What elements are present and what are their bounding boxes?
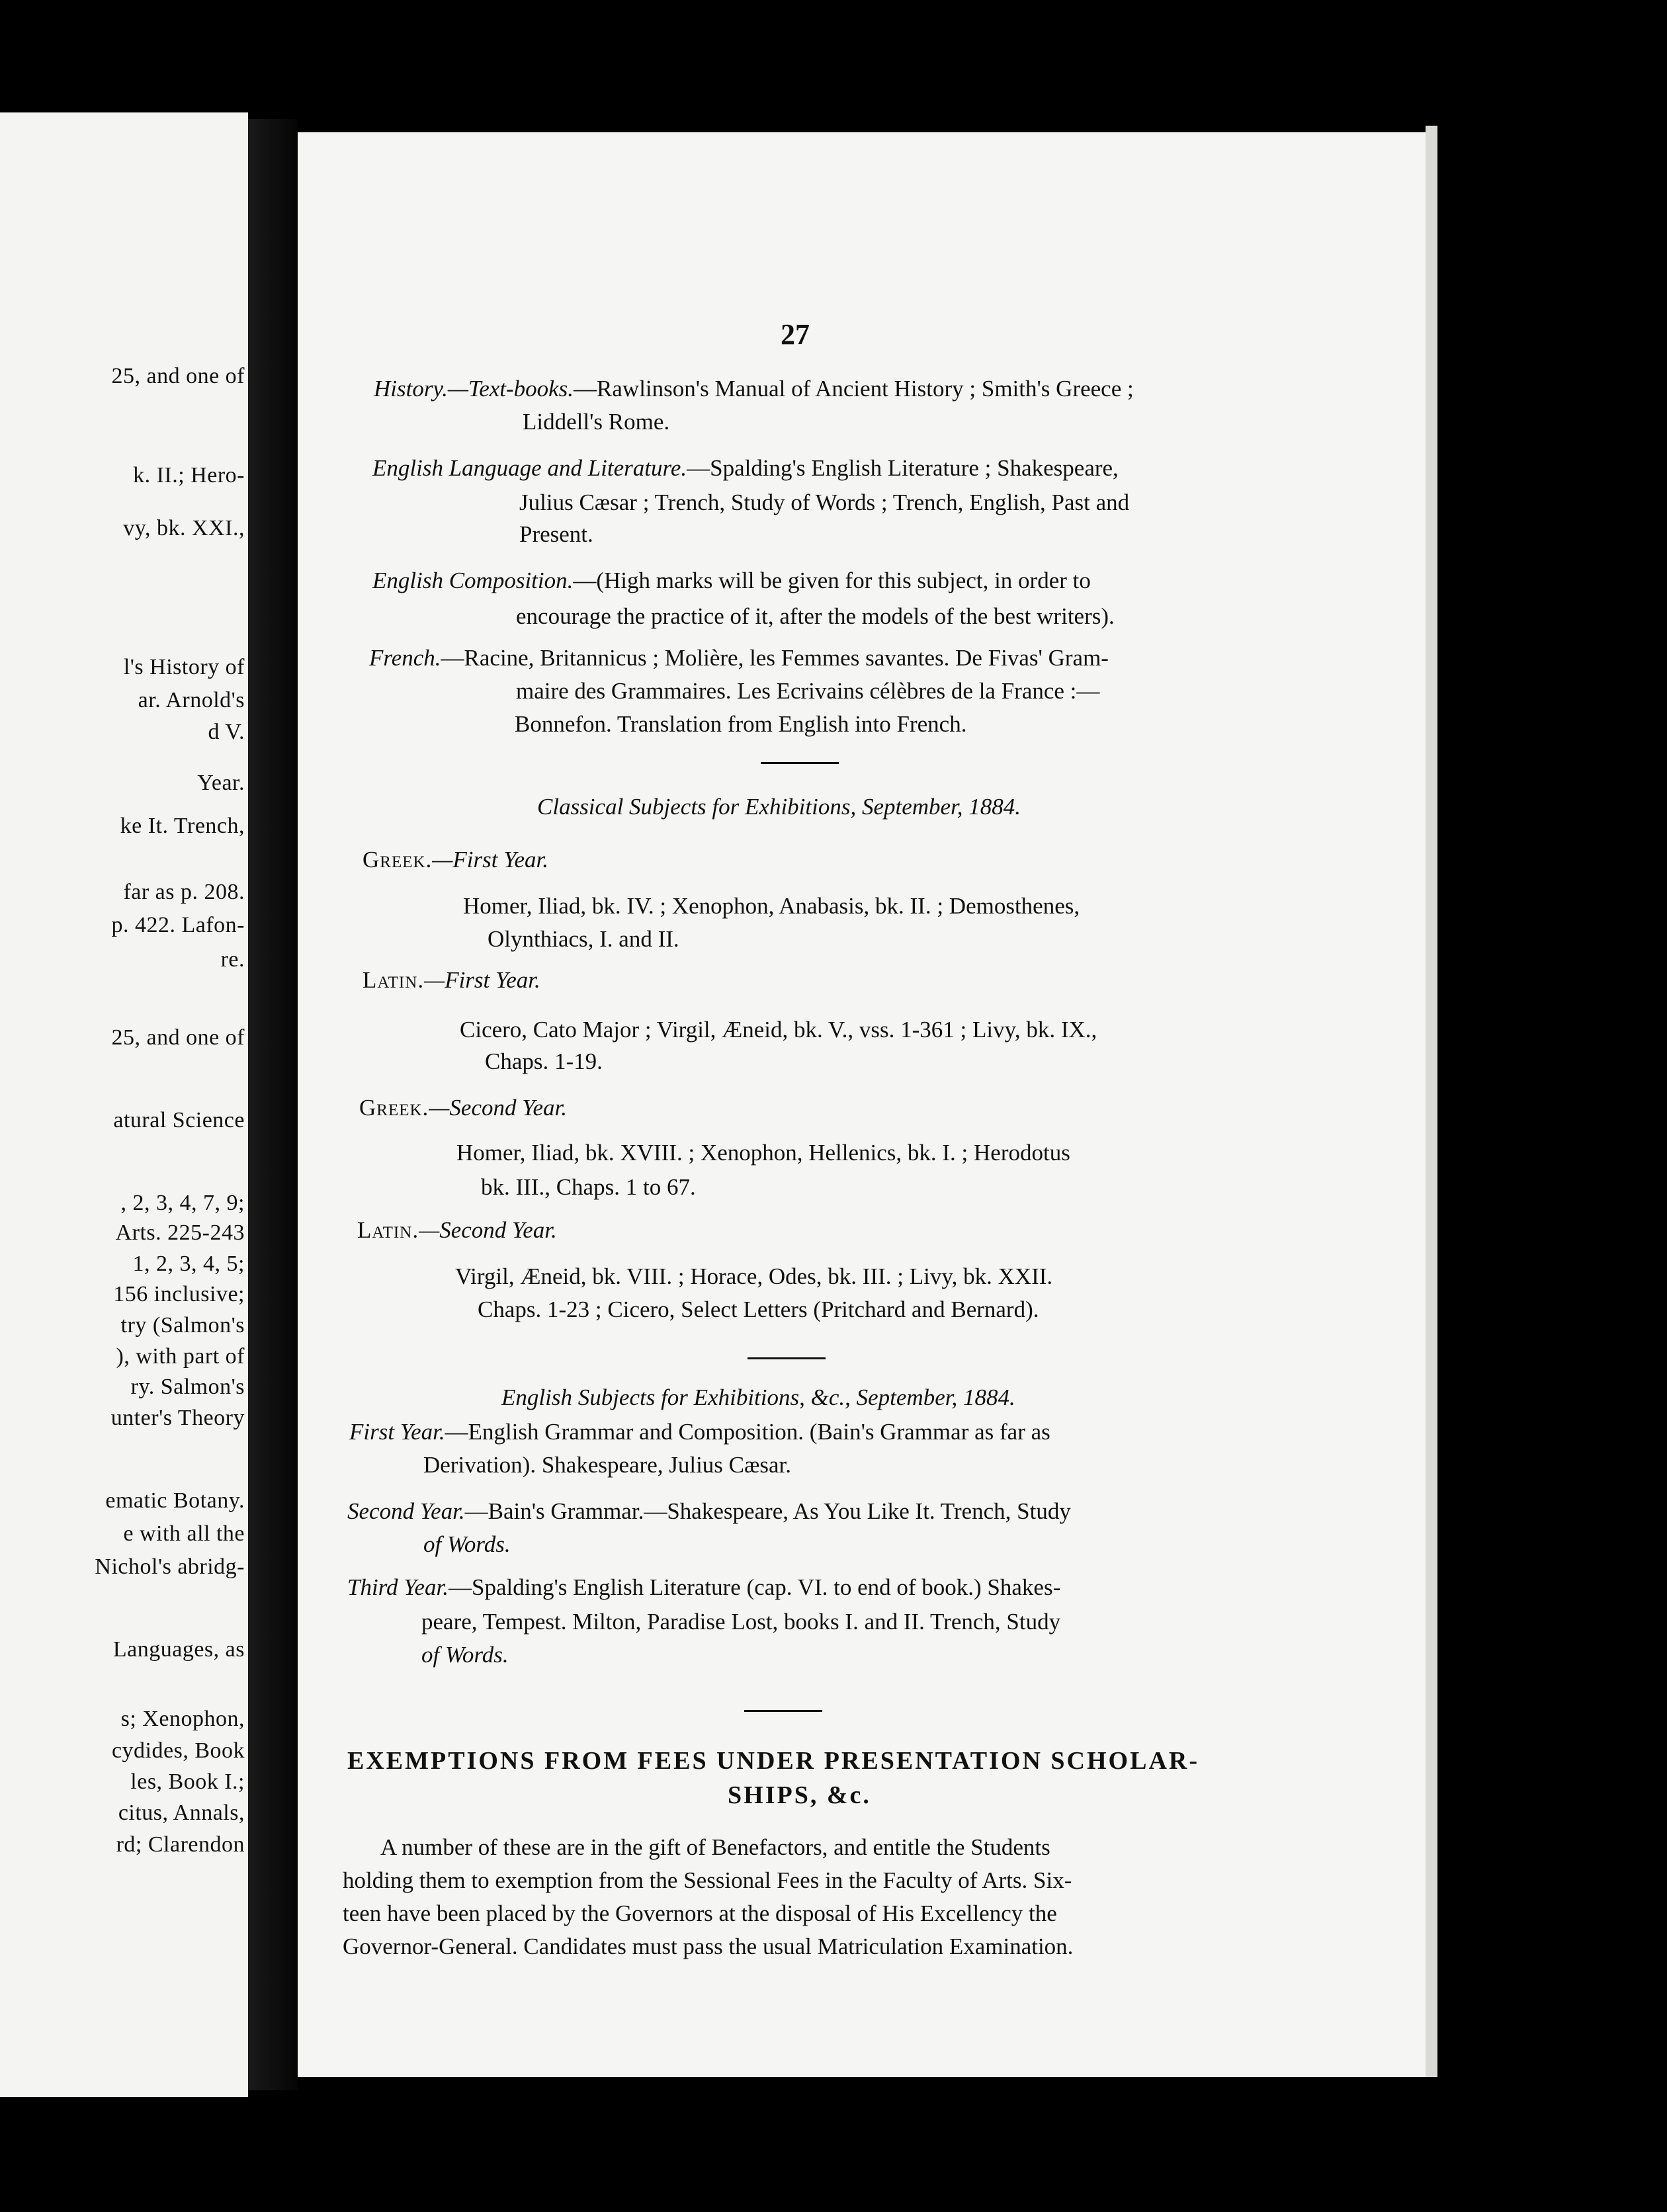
greek2-line-2: bk. III., Chaps. 1 to 67.	[481, 1174, 696, 1200]
english-comp-line-2: encourage the practice of it, after the models of the best writers).	[516, 603, 1115, 629]
classical-title: Classical Subjects for Exhibitions, September, 1884.	[537, 794, 1021, 820]
left-line: cydides, Book	[111, 1738, 245, 1763]
greek1-line-2: Olynthiacs, I. and II.	[488, 926, 679, 952]
left-line: Arts. 225-243	[115, 1220, 245, 1245]
left-line: 156 inclusive;	[113, 1282, 245, 1306]
french-line-1	[369, 645, 1109, 671]
third-year-line-3: of Words.	[421, 1642, 509, 1668]
year-label: —First Year.	[432, 847, 549, 872]
english-lang-line-2: Julius Cæsar ; Trench, Study of Words ; Trench, English, Past and	[519, 489, 1130, 515]
english-comp-text: —(High marks will be given for this subject, in order to	[573, 568, 1091, 593]
french-line-3: Bonnefon. Translation from English into French.	[515, 711, 967, 737]
latin-label: Latin.	[363, 967, 425, 993]
left-page-fragment	[0, 112, 248, 2097]
left-line: vy, bk. XXI.,	[123, 516, 245, 540]
left-line: 1, 2, 3, 4, 5;	[132, 1252, 245, 1276]
left-line: l's History of	[123, 655, 245, 679]
third-year-label: Third Year.	[347, 1574, 449, 1600]
greek-label: Greek.	[363, 847, 433, 872]
page-number: 27	[781, 318, 810, 351]
greek2-line-1: Homer, Iliad, bk. XVIII. ; Xenophon, Hellenics, bk. I. ; Herodotus	[456, 1140, 1070, 1166]
left-line: atural Science	[113, 1108, 245, 1132]
second-year-line-1	[347, 1498, 1071, 1525]
left-line: p. 422. Lafon-	[111, 913, 245, 937]
left-line: ar. Arnold's	[138, 688, 245, 712]
second-year-label: Second Year.	[347, 1498, 465, 1524]
latin2-line-2: Chaps. 1-23 ; Cicero, Select Letters (Pritchard and Bernard).	[478, 1297, 1039, 1322]
latin-first-year-heading	[363, 967, 540, 994]
exemptions-heading-1: EXEMPTIONS FROM FEES UNDER PRESENTATION SCHOLAR-	[347, 1747, 1199, 1775]
left-line: 25, and one of	[111, 1025, 245, 1050]
first-year-line-1	[349, 1419, 1050, 1445]
divider-rule	[761, 762, 839, 764]
left-line: rd; Clarendon	[116, 1832, 245, 1857]
second-year-text: —Bain's Grammar.—Shakespeare, As You Like It. Trench, Study	[464, 1498, 1071, 1524]
english-lang-line-1	[372, 455, 1119, 482]
left-line: , 2, 3, 4, 7, 9;	[120, 1191, 245, 1215]
left-line: far as p. 208.	[123, 880, 245, 904]
first-year-text: —English Grammar and Composition. (Bain's Grammar as far as	[445, 1419, 1050, 1445]
left-line: citus, Annals,	[118, 1801, 245, 1825]
exemptions-heading-2: SHIPS, &c.	[728, 1781, 871, 1809]
left-line: re.	[220, 947, 245, 972]
third-year-text: —Spalding's English Literature (cap. VI. to end of book.) Shakes-	[449, 1574, 1061, 1600]
left-line: Languages, as	[112, 1637, 245, 1662]
left-line: les, Book I.;	[130, 1769, 245, 1794]
latin-label: Latin.	[357, 1217, 419, 1243]
english-lang-text: —Spalding's English Literature ; Shakespeare,	[687, 455, 1119, 481]
french-text: —Racine, Britannicus ; Molière, les Femmes savantes. De Fivas' Gram-	[441, 645, 1109, 671]
history-line-2: Liddell's Rome.	[523, 409, 670, 435]
history-text: —Rawlinson's Manual of Ancient History ; Smith's Greece ;	[574, 376, 1134, 402]
left-line: ry. Salmon's	[130, 1375, 245, 1399]
second-year-line-2: of Words.	[423, 1531, 511, 1557]
left-line: unter's Theory	[110, 1406, 245, 1430]
history-line-1	[374, 376, 1134, 402]
year-label: —Second Year.	[429, 1095, 568, 1121]
divider-rule	[748, 1357, 826, 1359]
latin2-line-1: Virgil, Æneid, bk. VIII. ; Horace, Odes, bk. III. ; Livy, bk. XXII.	[455, 1263, 1053, 1289]
greek-first-year-heading	[363, 847, 548, 873]
french-label: French.	[369, 645, 441, 671]
greek1-line-1: Homer, Iliad, bk. IV. ; Xenophon, Anabasis, bk. II. ; Demosthenes,	[463, 893, 1080, 919]
exemptions-line-2: holding them to exemption from the Sessional Fees in the Faculty of Arts. Six-	[343, 1867, 1072, 1893]
english-lang-label: English Language and Literature.	[372, 455, 687, 481]
page-edge	[1426, 126, 1437, 2077]
third-year-line-2: peare, Tempest. Milton, Paradise Lost, books I. and II. Trench, Study	[421, 1609, 1061, 1635]
greek-label: Greek.	[359, 1095, 429, 1121]
left-line: d V.	[208, 720, 245, 744]
third-year-line-1	[347, 1574, 1060, 1601]
first-year-label: First Year.	[349, 1419, 445, 1445]
left-line: ke It. Trench,	[120, 814, 245, 838]
french-line-2: maire des Grammaires. Les Ecrivains célèbres de la France :—	[516, 678, 1100, 704]
english-subjects-title: English Subjects for Exhibitions, &c., September, 1884.	[501, 1384, 1015, 1410]
left-line: Nichol's abridg-	[95, 1554, 245, 1579]
left-line: try (Salmon's	[120, 1313, 245, 1338]
divider-rule	[744, 1710, 822, 1712]
left-line: 25, and one of	[111, 364, 245, 388]
history-label: History.—Text-books.	[374, 376, 574, 402]
left-line: ematic Botany.	[105, 1488, 245, 1513]
left-line: s; Xenophon,	[120, 1707, 245, 1731]
latin1-line-1: Cicero, Cato Major ; Virgil, Æneid, bk. V., vss. 1-361 ; Livy, bk. IX.,	[460, 1017, 1097, 1042]
latin1-line-2: Chaps. 1-19.	[485, 1048, 603, 1074]
book-gutter	[248, 119, 298, 2090]
year-label: —Second Year.	[419, 1217, 557, 1243]
exemptions-line-4: Governor-General. Candidates must pass the usual Matriculation Examination.	[343, 1934, 1074, 1959]
english-comp-label: English Composition.	[372, 568, 574, 593]
left-line: k. II.; Hero-	[133, 463, 245, 488]
exemptions-line-1: A number of these are in the gift of Benefactors, and entitle the Students	[380, 1834, 1050, 1860]
left-line: e with all the	[123, 1521, 245, 1546]
english-lang-line-3: Present.	[519, 521, 593, 547]
exemptions-line-3: teen have been placed by the Governors at the disposal of His Excellency the	[343, 1900, 1057, 1926]
greek-second-year-heading	[359, 1095, 567, 1121]
english-comp-line-1	[372, 568, 1091, 594]
first-year-line-2: Derivation). Shakespeare, Julius Cæsar.	[423, 1452, 792, 1478]
year-label: —First Year.	[424, 967, 540, 993]
latin-second-year-heading	[357, 1217, 557, 1244]
left-line: ), with part of	[116, 1344, 245, 1369]
left-line: Year.	[197, 771, 245, 795]
